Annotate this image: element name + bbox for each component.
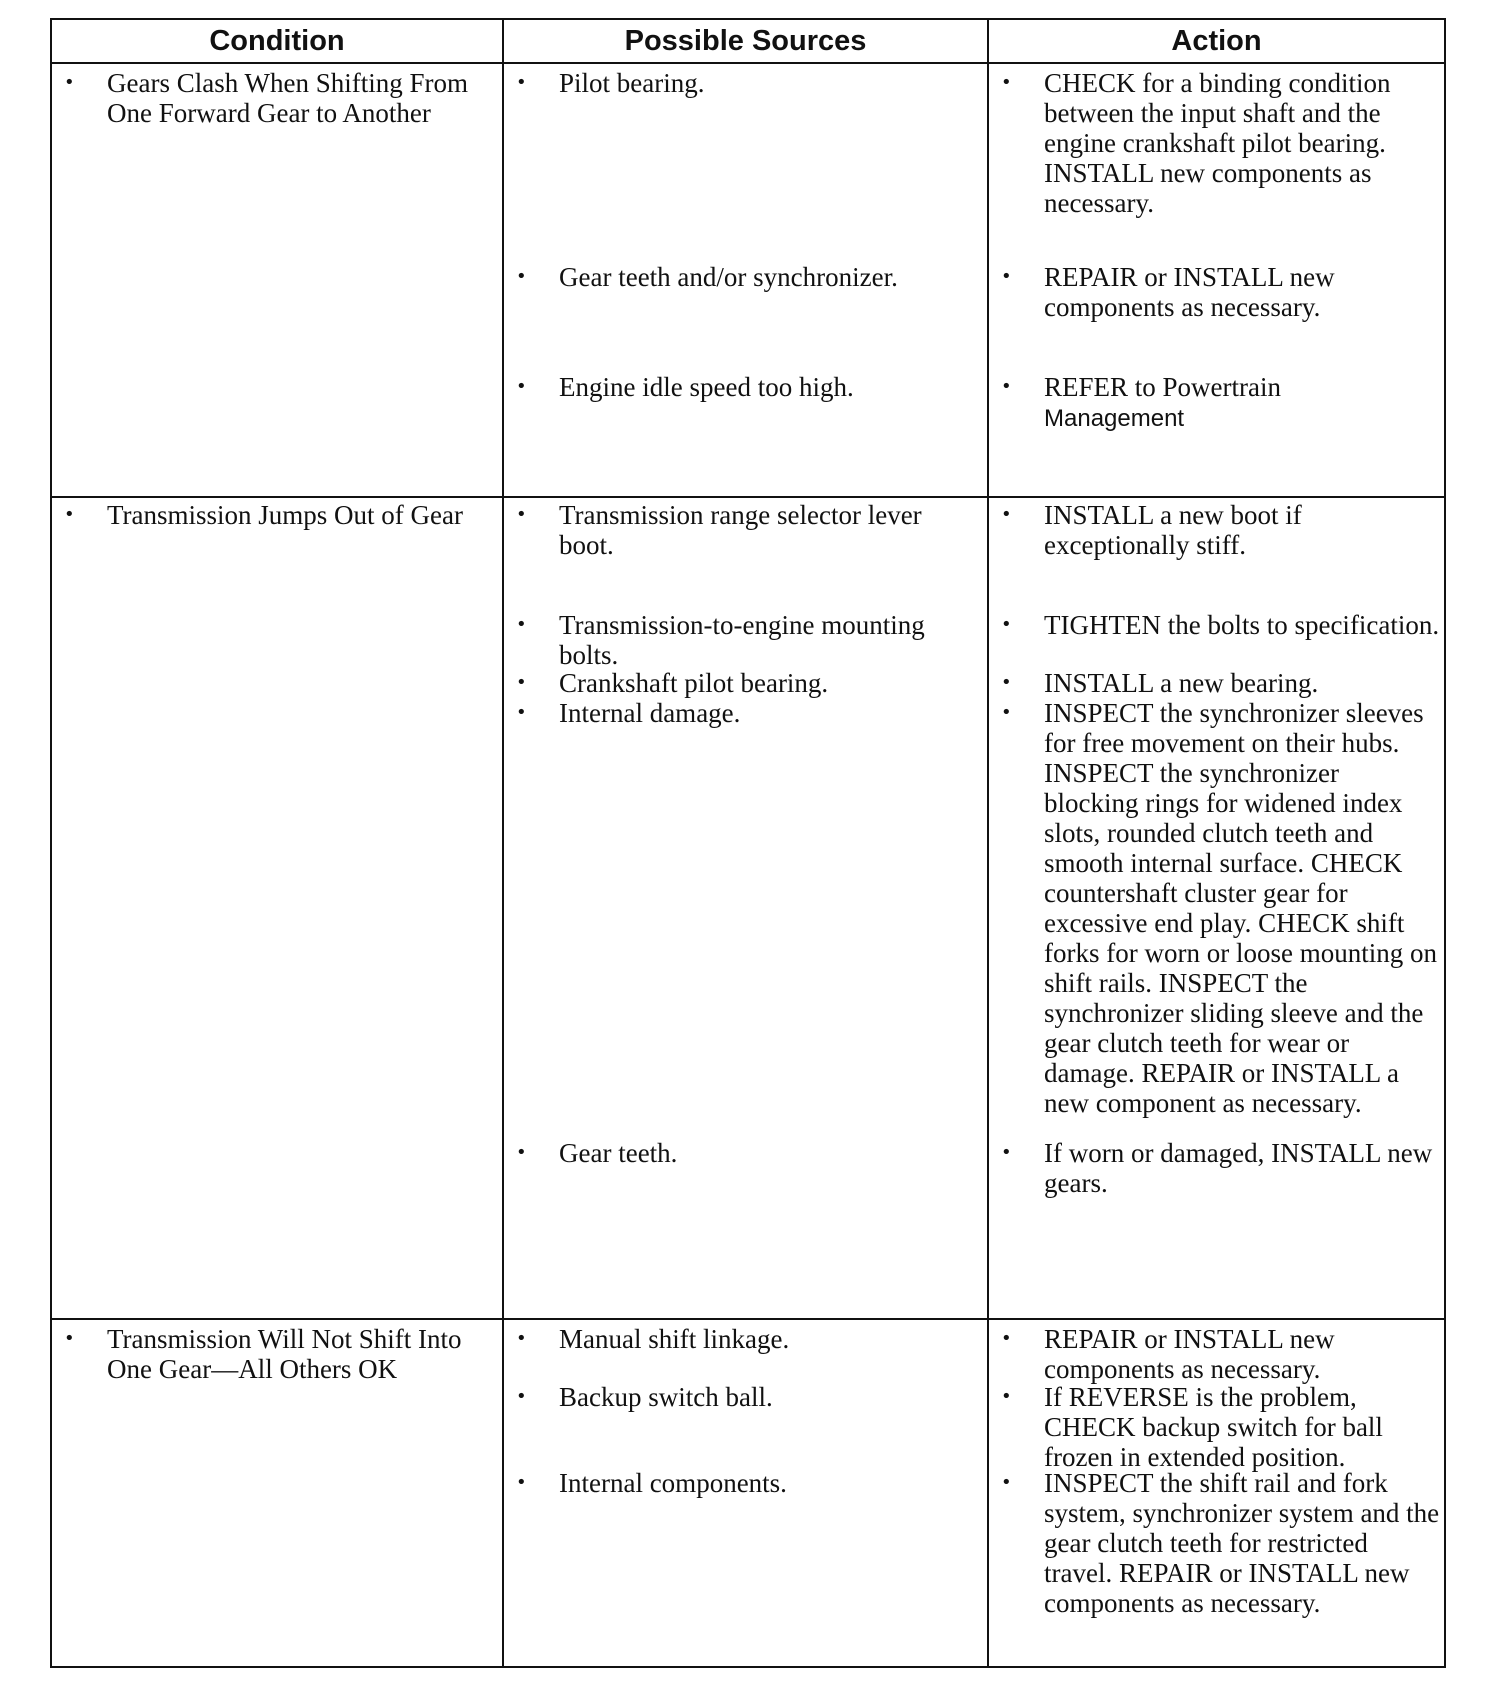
- table-row: [52, 64, 1444, 498]
- condition-item: [52, 68, 498, 128]
- bullet-icon: •: [516, 702, 527, 723]
- header-row: [52, 20, 1444, 64]
- action-item: [989, 1324, 1440, 1384]
- header-condition: Condition: [52, 20, 504, 62]
- action-item: [989, 1382, 1440, 1472]
- bullet-icon: •: [64, 504, 75, 525]
- action-text-line: Management: [1044, 405, 1185, 432]
- bullet-icon: •: [516, 672, 527, 693]
- bullet-icon: •: [516, 266, 527, 287]
- action-item: [989, 262, 1440, 322]
- bullet-icon: •: [1001, 266, 1012, 287]
- bullet-icon: •: [64, 1328, 75, 1349]
- condition-cell: [52, 64, 504, 496]
- bullet-icon: •: [1001, 72, 1012, 93]
- table-row: [52, 498, 1444, 1320]
- action-text: If worn or damaged, INSTALL new gears.: [1044, 1138, 1433, 1198]
- bullet-icon: •: [516, 1328, 527, 1349]
- header-possible-sources: Possible Sources: [504, 20, 989, 62]
- condition-text: Transmission Jumps Out of Gear: [107, 500, 464, 530]
- source-item: [504, 1324, 983, 1354]
- bullet-icon: •: [516, 376, 527, 397]
- sources-cell: [504, 1320, 989, 1666]
- bullet-icon: •: [516, 1386, 527, 1407]
- source-text: Engine idle speed too high.: [559, 372, 854, 402]
- action-cell: [989, 1320, 1444, 1666]
- condition-text: Gears Clash When Shifting From One Forward Gear to Another: [107, 68, 468, 128]
- action-text: INSPECT the shift rail and fork system, synchronizer system and the gear clutch teeth for restricted travel. REPAIR or INSTALL new components as necessary.: [1044, 1468, 1440, 1618]
- condition-cell: [52, 498, 504, 1318]
- source-item: [504, 1382, 983, 1412]
- action-text-line: REFER to Powertrain: [1044, 372, 1281, 402]
- bullet-icon: •: [1001, 614, 1012, 635]
- action-text: [1044, 372, 1440, 434]
- condition-item: [52, 1324, 498, 1384]
- bullet-icon: •: [516, 614, 527, 635]
- sources-cell: [504, 64, 989, 496]
- bullet-icon: •: [1001, 1328, 1012, 1349]
- bullet-icon: •: [516, 72, 527, 93]
- source-item: [504, 372, 983, 402]
- action-item: [989, 1138, 1440, 1198]
- source-text: Transmission range selector lever boot.: [559, 500, 922, 560]
- source-text: Backup switch ball.: [559, 1382, 773, 1412]
- source-item: [504, 262, 983, 292]
- action-cell: [989, 498, 1444, 1318]
- action-item: [989, 68, 1440, 218]
- action-item: [989, 668, 1440, 698]
- action-item: [989, 1468, 1440, 1618]
- source-item: [504, 610, 983, 670]
- source-text: Gear teeth.: [559, 1138, 678, 1168]
- condition-cell: [52, 1320, 504, 1666]
- action-item: [989, 372, 1440, 434]
- bullet-icon: •: [1001, 376, 1012, 397]
- condition-text: Transmission Will Not Shift Into One Gear—All Others OK: [107, 1324, 462, 1384]
- source-item: [504, 1468, 983, 1498]
- bullet-icon: •: [1001, 672, 1012, 693]
- bullet-icon: •: [516, 1472, 527, 1493]
- source-text: Gear teeth and/or synchronizer.: [559, 262, 898, 292]
- action-text: REPAIR or INSTALL new components as necessary.: [1044, 1324, 1335, 1384]
- bullet-icon: •: [1001, 504, 1012, 525]
- source-item: [504, 668, 983, 698]
- bullet-icon: •: [516, 1142, 527, 1163]
- action-text: INSPECT the synchronizer sleeves for free movement on their hubs. INSPECT the synchronizer blocking rings for widened index slots, rounded clutch teeth and smooth internal surface. CHECK countershaft cluster gear for excessive end play. CHECK shift forks for worn or loose mounting on shift rails. INSPECT the synchronizer sliding sleeve and the gear clutch teeth for wear or damage. REPAIR or INSTALL a new component as necessary.: [1044, 698, 1437, 1118]
- action-item: [989, 610, 1440, 640]
- source-text: Internal damage.: [559, 698, 741, 728]
- source-text: Crankshaft pilot bearing.: [559, 668, 829, 698]
- table-row: [52, 1320, 1444, 1666]
- action-cell: [989, 64, 1444, 496]
- source-text: Internal components.: [559, 1468, 787, 1498]
- bullet-icon: •: [516, 504, 527, 525]
- source-item: [504, 698, 983, 728]
- action-item: [989, 500, 1440, 560]
- action-text: TIGHTEN the bolts to specification.: [1044, 610, 1440, 640]
- source-text: Manual shift linkage.: [559, 1324, 790, 1354]
- bullet-icon: •: [64, 72, 75, 93]
- action-text: INSTALL a new bearing.: [1044, 668, 1319, 698]
- source-item: [504, 500, 983, 560]
- source-text: Pilot bearing.: [559, 68, 705, 98]
- action-text: If REVERSE is the problem, CHECK backup switch for ball frozen in extended position.: [1044, 1382, 1383, 1472]
- action-text: INSTALL a new boot if exceptionally stiff.: [1044, 500, 1302, 560]
- bullet-icon: •: [1001, 1142, 1012, 1163]
- bullet-icon: •: [1001, 1386, 1012, 1407]
- header-action: Action: [1171, 25, 1262, 57]
- bullet-icon: •: [1001, 702, 1012, 723]
- bullet-icon: •: [1001, 1472, 1012, 1493]
- source-item: [504, 68, 983, 98]
- sources-cell: [504, 498, 989, 1318]
- action-item: [989, 698, 1440, 1118]
- action-text: CHECK for a binding condition between the input shaft and the engine crankshaft pilot bearing. INSTALL new components as necessary.: [1044, 68, 1391, 218]
- source-text: Transmission-to-engine mounting bolts.: [559, 610, 925, 670]
- condition-item: [52, 500, 498, 530]
- source-item: [504, 1138, 983, 1168]
- action-text: REPAIR or INSTALL new components as necessary.: [1044, 262, 1335, 322]
- troubleshooting-table: [50, 18, 1446, 1668]
